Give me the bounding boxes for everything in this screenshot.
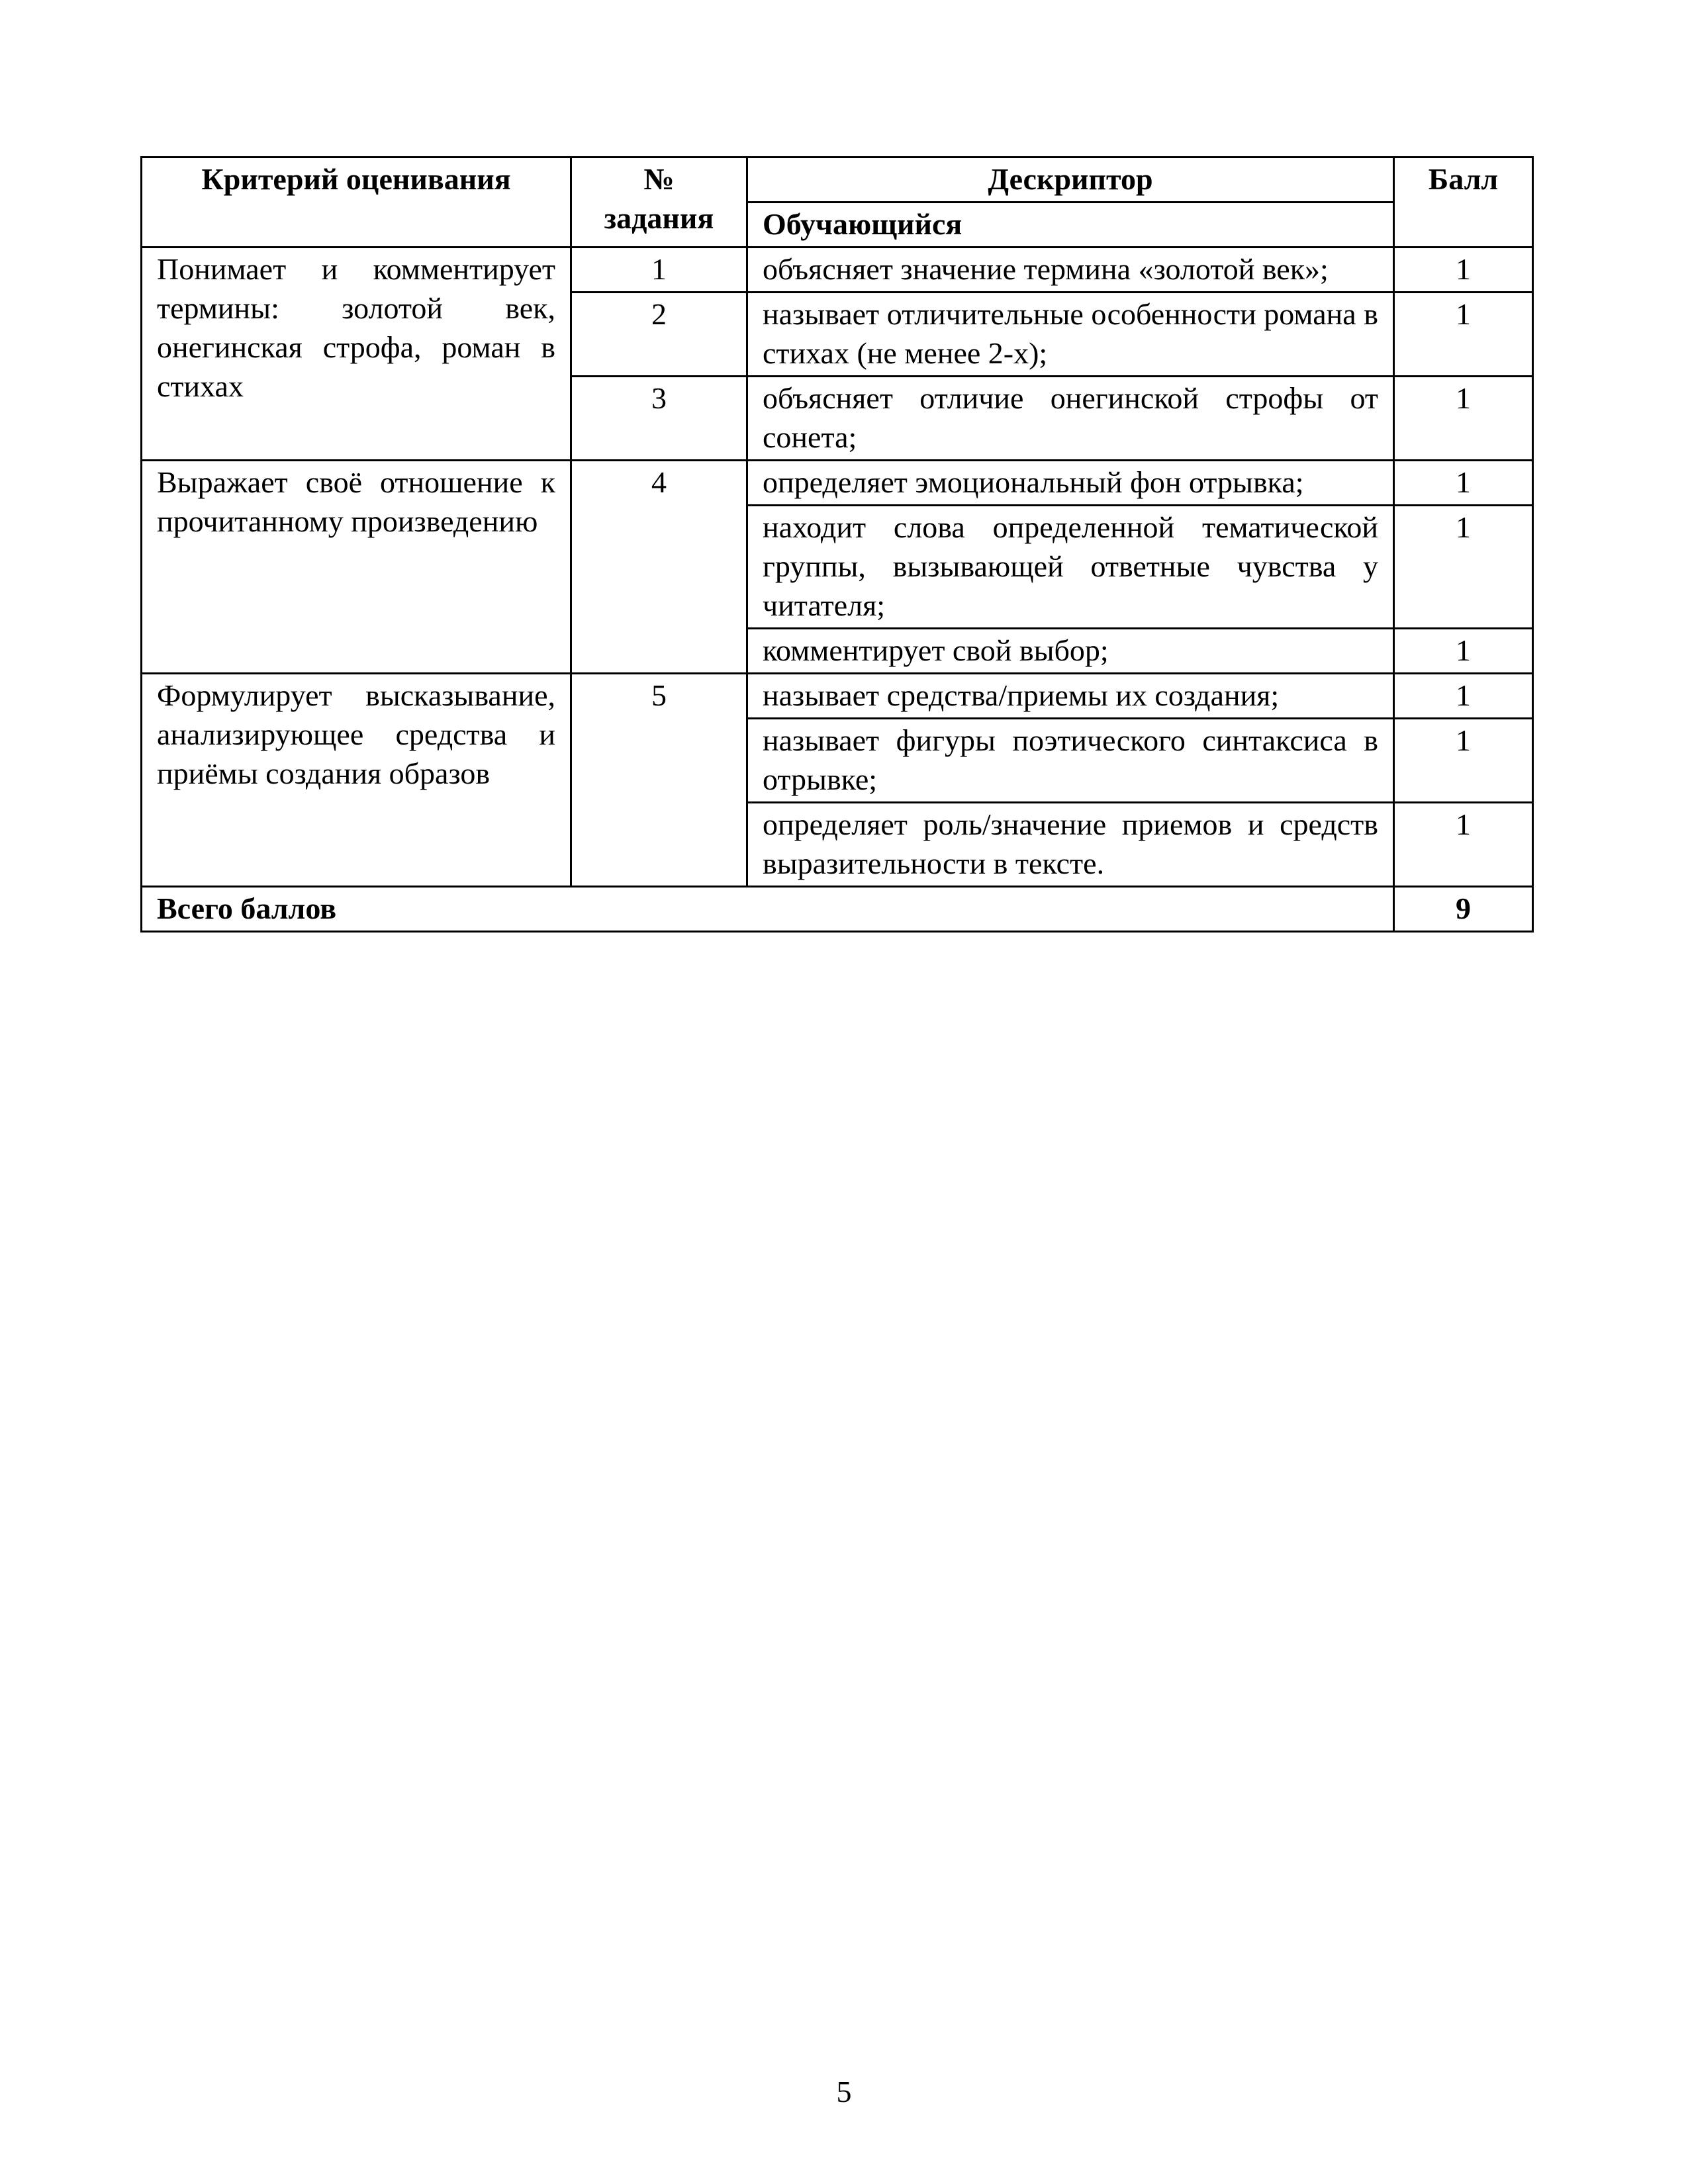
score-cell: 1 (1394, 506, 1533, 629)
score-cell: 1 (1394, 629, 1533, 674)
header-score: Балл (1394, 158, 1533, 248)
table-row (142, 674, 1533, 719)
page-number: 5 (836, 2075, 852, 2109)
descriptor-cell: комментирует свой выбор; (747, 629, 1394, 674)
descriptor-cell: называет фигуры поэтического синтаксиса в отрывке; (747, 719, 1394, 803)
task-number-cell: 1 (571, 248, 747, 293)
header-descriptor-sub: Обучающийся (747, 203, 1394, 248)
total-value: 9 (1394, 887, 1533, 932)
table-row (142, 248, 1533, 293)
descriptor-cell: находит слова определенной тематической группы, вызывающей ответные чувства у читателя; (747, 506, 1394, 629)
descriptor-cell: называет отличительные особенности романа в стихах (не менее 2-х); (747, 293, 1394, 377)
descriptor-cell: объясняет значение термина «золотой век»; (747, 248, 1394, 293)
criterion-cell: Понимает и комментирует термины: золотой век, онегинская строфа, роман в стихах (142, 248, 571, 461)
score-cell: 1 (1394, 674, 1533, 719)
descriptor-cell: называет средства/приемы их создания; (747, 674, 1394, 719)
task-number-cell: 4 (571, 461, 747, 674)
header-criterion: Критерий оценивания (142, 158, 571, 248)
table-row (142, 461, 1533, 506)
criterion-cell: Выражает своё отношение к прочитанному произведению (142, 461, 571, 674)
descriptor-cell: определяет эмоциональный фон отрывка; (747, 461, 1394, 506)
score-cell: 1 (1394, 377, 1533, 461)
task-number-cell: 3 (571, 377, 747, 461)
descriptor-cell: объясняет отличие онегинской строфы от сонета; (747, 377, 1394, 461)
score-cell: 1 (1394, 719, 1533, 803)
task-number-cell: 2 (571, 293, 747, 377)
score-cell: 1 (1394, 461, 1533, 506)
descriptor-cell: определяет роль/значение приемов и средств выразительности в тексте. (747, 803, 1394, 887)
score-cell: 1 (1394, 803, 1533, 887)
total-label: Всего баллов (142, 887, 1394, 932)
total-row (142, 887, 1533, 932)
score-cell: 1 (1394, 293, 1533, 377)
score-cell: 1 (1394, 248, 1533, 293)
assessment-rubric-table (140, 156, 1534, 933)
header-descriptor: Дескриптор (747, 158, 1394, 203)
header-task-number: № задания (571, 158, 747, 248)
header-row (142, 158, 1533, 203)
criterion-cell: Формулирует высказывание, анализирующее средства и приёмы создания образов (142, 674, 571, 887)
task-number-cell: 5 (571, 674, 747, 887)
